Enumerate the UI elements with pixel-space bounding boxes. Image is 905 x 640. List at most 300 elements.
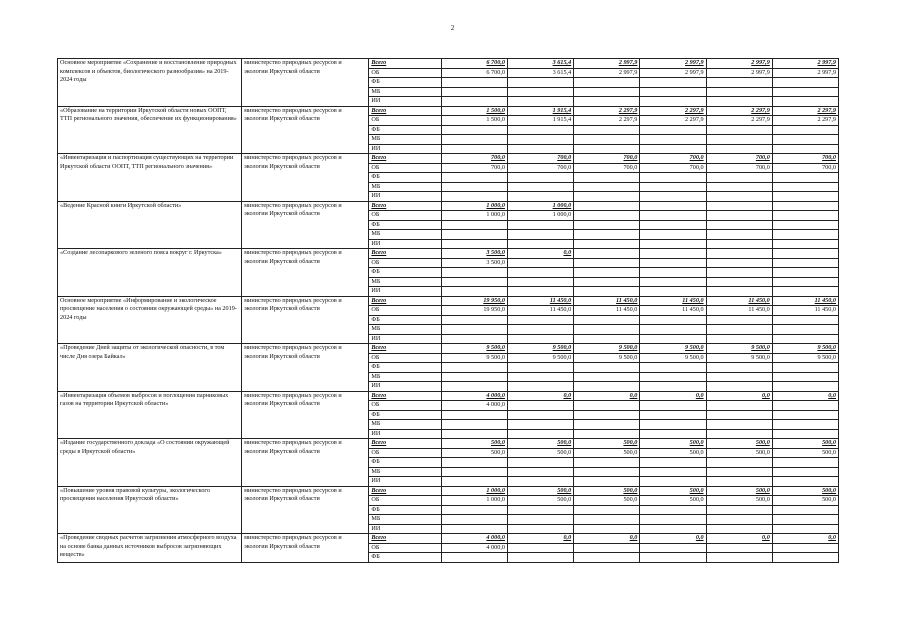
amount-cell	[706, 315, 772, 325]
amount-cell	[507, 429, 573, 439]
amount-cell: 3 500,0	[441, 249, 507, 259]
amount-cell	[772, 87, 838, 97]
amount-cell	[772, 230, 838, 240]
amount-cell	[574, 410, 640, 420]
amount-cell	[706, 467, 772, 477]
activity-name: «Ведение Красной книги Иркутской области»	[58, 201, 242, 249]
amount-cell	[772, 277, 838, 287]
amount-cell	[507, 458, 573, 468]
amount-cell: 9 500,0	[706, 344, 772, 354]
amount-cell: 6 700,0	[441, 59, 507, 69]
amount-cell	[772, 135, 838, 145]
amount-cell: 1 000,0	[441, 211, 507, 221]
amount-cell	[640, 258, 706, 268]
amount-cell	[772, 182, 838, 192]
funding-source: Всего	[369, 59, 441, 69]
amount-cell: 4 000,0	[441, 401, 507, 411]
amount-cell	[574, 125, 640, 135]
amount-cell	[507, 325, 573, 335]
amount-cell	[507, 505, 573, 515]
amount-cell: 700,0	[507, 163, 573, 173]
table-row	[58, 391, 839, 401]
amount-cell: 3 615,4	[507, 59, 573, 69]
amount-cell	[706, 334, 772, 344]
amount-cell	[640, 87, 706, 97]
amount-cell	[706, 144, 772, 154]
amount-cell: 2 297,9	[772, 106, 838, 116]
funding-source: МБ	[369, 87, 441, 97]
amount-cell: 2 297,9	[640, 116, 706, 126]
amount-cell	[441, 334, 507, 344]
responsible-executor: министерство природных ресурсов и экологии Иркутской области	[242, 59, 369, 107]
funding-source: ИИ	[369, 334, 441, 344]
amount-cell	[574, 458, 640, 468]
amount-cell: 0,0	[574, 534, 640, 544]
funding-source: ОБ	[369, 68, 441, 78]
amount-cell	[772, 192, 838, 202]
amount-cell	[507, 97, 573, 107]
amount-cell: 3 615,4	[507, 68, 573, 78]
amount-cell: 11 450,0	[640, 296, 706, 306]
amount-cell	[706, 97, 772, 107]
funding-source: ОБ	[369, 163, 441, 173]
amount-cell	[772, 173, 838, 183]
amount-cell	[441, 325, 507, 335]
amount-cell	[706, 192, 772, 202]
amount-cell	[706, 87, 772, 97]
amount-cell	[706, 78, 772, 88]
amount-cell	[574, 182, 640, 192]
amount-cell	[772, 372, 838, 382]
amount-cell	[441, 467, 507, 477]
amount-cell: 500,0	[706, 486, 772, 496]
funding-source: ОБ	[369, 448, 441, 458]
funding-source: Всего	[369, 344, 441, 354]
amount-cell	[574, 258, 640, 268]
amount-cell	[772, 78, 838, 88]
funding-source: МБ	[369, 182, 441, 192]
funding-source: Всего	[369, 106, 441, 116]
amount-cell	[640, 467, 706, 477]
table-row	[58, 486, 839, 496]
amount-cell	[574, 553, 640, 563]
amount-cell	[772, 249, 838, 259]
funding-source: ФБ	[369, 505, 441, 515]
amount-cell	[640, 420, 706, 430]
amount-cell: 19 950,0	[441, 306, 507, 316]
amount-cell	[507, 258, 573, 268]
amount-cell	[574, 173, 640, 183]
amount-cell	[507, 277, 573, 287]
table-row	[58, 296, 839, 306]
funding-source: ИИ	[369, 524, 441, 534]
amount-cell: 9 500,0	[574, 353, 640, 363]
amount-cell	[706, 135, 772, 145]
amount-cell	[574, 287, 640, 297]
amount-cell	[640, 230, 706, 240]
amount-cell	[574, 382, 640, 392]
amount-cell	[507, 467, 573, 477]
amount-cell	[772, 524, 838, 534]
responsible-executor: министерство природных ресурсов и экологии Иркутской области	[242, 201, 369, 249]
amount-cell	[772, 363, 838, 373]
amount-cell: 0,0	[772, 534, 838, 544]
amount-cell	[574, 78, 640, 88]
amount-cell	[507, 524, 573, 534]
amount-cell	[441, 287, 507, 297]
responsible-executor: министерство природных ресурсов и экологии Иркутской области	[242, 534, 369, 563]
funding-source: ФБ	[369, 315, 441, 325]
amount-cell	[772, 467, 838, 477]
amount-cell: 6 700,0	[441, 68, 507, 78]
amount-cell: 1 500,0	[441, 106, 507, 116]
amount-cell: 0,0	[772, 391, 838, 401]
amount-cell	[574, 249, 640, 259]
responsible-executor: министерство природных ресурсов и экологии Иркутской области	[242, 106, 369, 154]
amount-cell	[706, 230, 772, 240]
amount-cell	[772, 334, 838, 344]
amount-cell: 500,0	[574, 439, 640, 449]
amount-cell	[441, 182, 507, 192]
amount-cell	[574, 467, 640, 477]
amount-cell	[772, 553, 838, 563]
amount-cell: 0,0	[574, 391, 640, 401]
amount-cell: 500,0	[640, 439, 706, 449]
amount-cell: 700,0	[574, 154, 640, 164]
amount-cell: 9 500,0	[441, 353, 507, 363]
amount-cell	[507, 315, 573, 325]
amount-cell: 9 500,0	[507, 344, 573, 354]
amount-cell	[640, 315, 706, 325]
funding-source: ФБ	[369, 220, 441, 230]
amount-cell: 0,0	[507, 534, 573, 544]
amount-cell: 11 450,0	[640, 306, 706, 316]
amount-cell: 500,0	[706, 496, 772, 506]
amount-cell	[441, 315, 507, 325]
budget-table-body	[58, 59, 839, 563]
amount-cell	[772, 97, 838, 107]
amount-cell	[640, 268, 706, 278]
amount-cell: 9 500,0	[706, 353, 772, 363]
amount-cell: 4 000,0	[441, 534, 507, 544]
amount-cell: 4 000,0	[441, 391, 507, 401]
funding-source: ФБ	[369, 363, 441, 373]
amount-cell	[441, 268, 507, 278]
amount-cell	[574, 230, 640, 240]
amount-cell	[441, 192, 507, 202]
page-number: 2	[450, 24, 455, 32]
amount-cell: 2 297,9	[706, 106, 772, 116]
funding-source: ФБ	[369, 458, 441, 468]
responsible-executor: министерство природных ресурсов и экологии Иркутской области	[242, 249, 369, 297]
amount-cell: 500,0	[507, 486, 573, 496]
amount-cell	[706, 553, 772, 563]
amount-cell: 500,0	[507, 439, 573, 449]
amount-cell	[640, 211, 706, 221]
amount-cell	[640, 505, 706, 515]
responsible-executor: министерство природных ресурсов и экологии Иркутской области	[242, 296, 369, 344]
amount-cell	[507, 553, 573, 563]
amount-cell: 700,0	[640, 163, 706, 173]
amount-cell	[640, 363, 706, 373]
amount-cell	[640, 78, 706, 88]
amount-cell: 0,0	[706, 534, 772, 544]
amount-cell	[706, 372, 772, 382]
funding-source: МБ	[369, 372, 441, 382]
table-row	[58, 439, 839, 449]
funding-source: ФБ	[369, 78, 441, 88]
amount-cell: 1 000,0	[441, 201, 507, 211]
amount-cell	[772, 125, 838, 135]
funding-source: ИИ	[369, 287, 441, 297]
funding-source: Всего	[369, 249, 441, 259]
funding-source: ИИ	[369, 429, 441, 439]
amount-cell: 700,0	[441, 163, 507, 173]
amount-cell	[441, 515, 507, 525]
amount-cell: 500,0	[574, 448, 640, 458]
amount-cell	[640, 334, 706, 344]
funding-source: ИИ	[369, 192, 441, 202]
funding-source: Всего	[369, 296, 441, 306]
amount-cell: 500,0	[772, 496, 838, 506]
amount-cell	[706, 277, 772, 287]
amount-cell	[706, 505, 772, 515]
funding-source: Всего	[369, 534, 441, 544]
amount-cell	[507, 125, 573, 135]
amount-cell: 500,0	[772, 439, 838, 449]
funding-source: Всего	[369, 439, 441, 449]
amount-cell: 0,0	[507, 391, 573, 401]
amount-cell	[640, 401, 706, 411]
amount-cell: 2 297,9	[772, 116, 838, 126]
amount-cell: 1 000,0	[507, 201, 573, 211]
funding-source: ОБ	[369, 401, 441, 411]
amount-cell	[441, 458, 507, 468]
amount-cell: 700,0	[772, 163, 838, 173]
amount-cell	[574, 334, 640, 344]
budget-table	[57, 58, 839, 563]
amount-cell: 1 000,0	[441, 486, 507, 496]
amount-cell	[640, 429, 706, 439]
amount-cell	[640, 382, 706, 392]
amount-cell: 700,0	[706, 163, 772, 173]
amount-cell: 2 297,9	[706, 116, 772, 126]
amount-cell	[640, 524, 706, 534]
amount-cell	[441, 372, 507, 382]
responsible-executor: министерство природных ресурсов и экологии Иркутской области	[242, 154, 369, 202]
amount-cell: 700,0	[772, 154, 838, 164]
amount-cell	[574, 97, 640, 107]
amount-cell: 500,0	[507, 496, 573, 506]
funding-source: МБ	[369, 230, 441, 240]
amount-cell	[507, 230, 573, 240]
amount-cell: 11 450,0	[772, 296, 838, 306]
amount-cell	[574, 363, 640, 373]
amount-cell	[574, 524, 640, 534]
amount-cell	[640, 220, 706, 230]
amount-cell: 9 500,0	[640, 344, 706, 354]
amount-cell	[507, 87, 573, 97]
amount-cell	[507, 477, 573, 487]
amount-cell	[507, 334, 573, 344]
table-row	[58, 534, 839, 544]
amount-cell: 500,0	[507, 448, 573, 458]
amount-cell	[441, 230, 507, 240]
amount-cell	[441, 429, 507, 439]
amount-cell	[507, 372, 573, 382]
amount-cell	[772, 287, 838, 297]
amount-cell	[706, 249, 772, 259]
amount-cell	[441, 144, 507, 154]
amount-cell	[772, 515, 838, 525]
responsible-executor: министерство природных ресурсов и экологии Иркутской области	[242, 486, 369, 534]
amount-cell	[640, 135, 706, 145]
amount-cell	[574, 543, 640, 553]
amount-cell: 500,0	[706, 439, 772, 449]
amount-cell	[574, 477, 640, 487]
amount-cell	[441, 410, 507, 420]
amount-cell	[574, 515, 640, 525]
activity-name: «Проведение Дней защиты от экологической опасности, в том числе Дня озера Байкал»	[58, 344, 242, 392]
amount-cell	[772, 268, 838, 278]
amount-cell	[772, 543, 838, 553]
amount-cell	[706, 239, 772, 249]
amount-cell	[640, 543, 706, 553]
amount-cell	[507, 268, 573, 278]
amount-cell	[640, 182, 706, 192]
amount-cell	[640, 277, 706, 287]
funding-source: ОБ	[369, 116, 441, 126]
amount-cell	[507, 220, 573, 230]
amount-cell	[706, 401, 772, 411]
amount-cell: 500,0	[640, 496, 706, 506]
amount-cell	[640, 458, 706, 468]
amount-cell: 19 950,0	[441, 296, 507, 306]
amount-cell: 2 997,9	[772, 59, 838, 69]
amount-cell	[507, 382, 573, 392]
funding-source: МБ	[369, 325, 441, 335]
funding-source: ИИ	[369, 97, 441, 107]
amount-cell	[574, 192, 640, 202]
amount-cell: 2 997,9	[574, 68, 640, 78]
funding-source: ИИ	[369, 239, 441, 249]
amount-cell	[507, 192, 573, 202]
funding-source: ФБ	[369, 410, 441, 420]
funding-source: ОБ	[369, 543, 441, 553]
amount-cell	[706, 125, 772, 135]
amount-cell	[706, 182, 772, 192]
amount-cell	[640, 553, 706, 563]
amount-cell	[441, 173, 507, 183]
amount-cell	[441, 553, 507, 563]
activity-name: «Инвентаризация и паспортизация существующих на территории Иркутской области ООПТ, ТТП регионального значения»	[58, 154, 242, 202]
funding-source: ФБ	[369, 173, 441, 183]
activity-name: Основное мероприятие «Сохранение и восстановление природных комплексов и объектов, биологического разнообразия» на 2019-2024 годы	[58, 59, 242, 107]
amount-cell	[441, 239, 507, 249]
amount-cell	[574, 201, 640, 211]
amount-cell	[441, 87, 507, 97]
activity-name: «Образование на территории Иркутской области новых ООПТ, ТТП регионального значения, обеспечение их функционирования»	[58, 106, 242, 154]
activity-name: «Инвентаризация объемов выбросов и поглощения парниковых газов на территории Иркутской области»	[58, 391, 242, 439]
amount-cell	[640, 173, 706, 183]
amount-cell	[772, 401, 838, 411]
amount-cell	[706, 420, 772, 430]
amount-cell	[574, 401, 640, 411]
funding-source: ИИ	[369, 382, 441, 392]
amount-cell	[640, 144, 706, 154]
amount-cell	[706, 477, 772, 487]
amount-cell	[772, 315, 838, 325]
amount-cell	[706, 429, 772, 439]
amount-cell: 0,0	[507, 249, 573, 259]
amount-cell	[640, 201, 706, 211]
amount-cell	[772, 429, 838, 439]
amount-cell: 1 500,0	[441, 116, 507, 126]
amount-cell: 11 450,0	[574, 296, 640, 306]
amount-cell: 4 000,0	[441, 543, 507, 553]
amount-cell	[706, 220, 772, 230]
funding-source: ОБ	[369, 211, 441, 221]
amount-cell: 9 500,0	[772, 344, 838, 354]
amount-cell	[507, 515, 573, 525]
amount-cell: 700,0	[574, 163, 640, 173]
funding-source: Всего	[369, 201, 441, 211]
amount-cell: 2 997,9	[772, 68, 838, 78]
amount-cell	[441, 382, 507, 392]
amount-cell: 9 500,0	[507, 353, 573, 363]
amount-cell	[574, 144, 640, 154]
amount-cell	[507, 410, 573, 420]
amount-cell	[441, 97, 507, 107]
amount-cell	[640, 410, 706, 420]
amount-cell	[441, 135, 507, 145]
activity-name: «Повышение уровня правовой культуры, экологического просвещения населения Иркутской области»	[58, 486, 242, 534]
responsible-executor: министерство природных ресурсов и экологии Иркутской области	[242, 391, 369, 439]
amount-cell	[441, 220, 507, 230]
amount-cell: 11 450,0	[706, 296, 772, 306]
amount-cell	[640, 192, 706, 202]
funding-source: МБ	[369, 135, 441, 145]
amount-cell	[706, 258, 772, 268]
amount-cell	[706, 287, 772, 297]
amount-cell	[706, 268, 772, 278]
amount-cell: 2 997,9	[706, 68, 772, 78]
funding-source: МБ	[369, 277, 441, 287]
amount-cell	[772, 477, 838, 487]
amount-cell: 9 500,0	[574, 344, 640, 354]
amount-cell	[574, 220, 640, 230]
funding-source: МБ	[369, 467, 441, 477]
amount-cell	[706, 201, 772, 211]
amount-cell	[706, 363, 772, 373]
amount-cell	[507, 401, 573, 411]
amount-cell: 2 297,9	[574, 106, 640, 116]
amount-cell	[706, 173, 772, 183]
amount-cell: 2 997,9	[640, 59, 706, 69]
amount-cell	[507, 78, 573, 88]
amount-cell	[640, 477, 706, 487]
amount-cell	[507, 135, 573, 145]
funding-source: Всего	[369, 154, 441, 164]
amount-cell	[706, 410, 772, 420]
activity-name: «Издание государственного доклада «О состоянии окружающей среды в Иркутской области»	[58, 439, 242, 487]
funding-source: ОБ	[369, 496, 441, 506]
amount-cell	[574, 505, 640, 515]
activity-name: Основное мероприятие «Информирование и экологическое просвещение населения о состоянии окружающей среды» на 2019-2024 годы	[58, 296, 242, 344]
funding-source: МБ	[369, 515, 441, 525]
amount-cell	[640, 125, 706, 135]
amount-cell	[441, 477, 507, 487]
